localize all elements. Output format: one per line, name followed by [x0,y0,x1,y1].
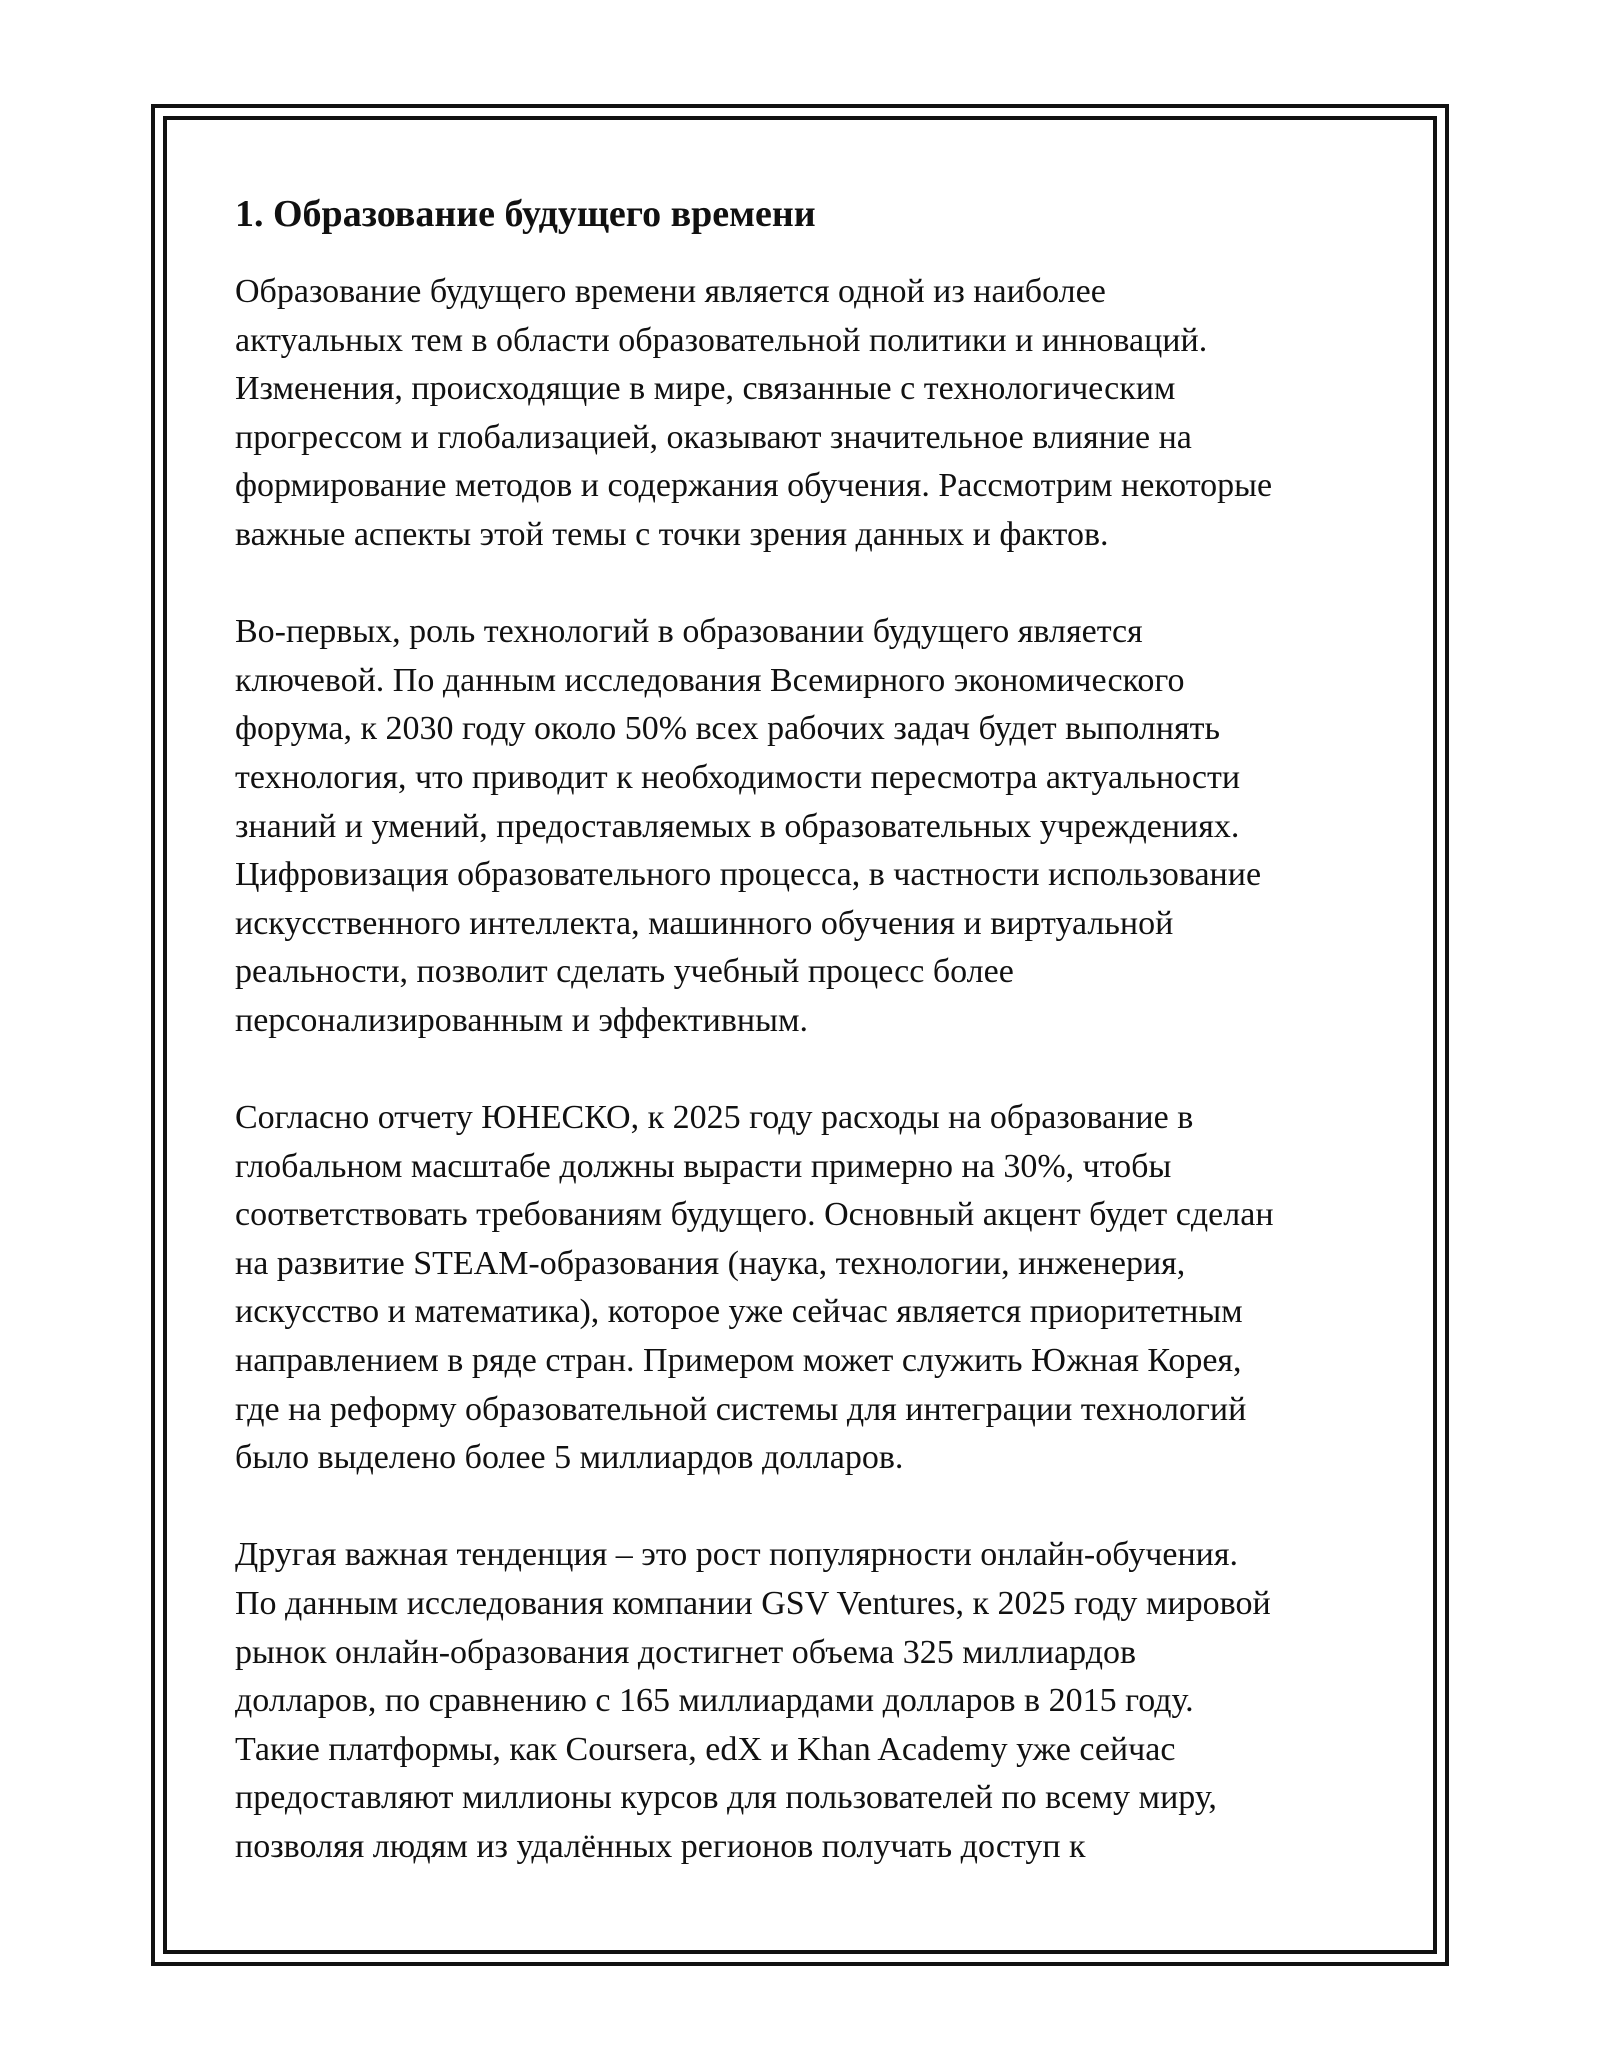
text-line: Образование будущего времени является одной из наиболее [235,273,1106,310]
text-line: важные аспекты этой темы с точки зрения данных и фактов. [235,515,1109,553]
text-line: Цифровизация образовательного процесса, в частности использование [235,856,1262,894]
section-heading: 1. Образование будущего времени [235,193,816,235]
text-line: на развитие STEAM-образования (наука, технологии, инженерия, [235,1244,1186,1282]
text-line: реальности, позволит сделать учебный процесс более [235,953,1014,991]
text-line: персонализированным и эффективным. [235,1001,808,1039]
text-line: долларов, по сравнению с 165 миллиардами долларов в 2015 году. [235,1682,1194,1720]
document-body [235,186,1395,1920]
text-line: Изменения, происходящие в мире, связанные с технологическим [235,370,1176,408]
text-line: рынок онлайн-образования достигнет объема 325 миллиардов [235,1633,1137,1671]
text-line: Согласно отчету ЮНЕСКО, к 2025 году расходы на образование в [235,1099,1194,1137]
text-line: технология, что приводит к необходимости пересмотра актуальности [235,758,1241,796]
text-line: глобальном масштабе должны вырасти примерно на 30%, чтобы [235,1147,1172,1185]
text-line: позволяя людям из удалённых регионов получать доступ к [235,1828,1086,1865]
text-line: предоставляют миллионы курсов для пользователей по всему миру, [235,1779,1217,1817]
text-line: актуальных тем в области образовательной политики и инноваций. [235,321,1208,359]
text-line: направлением в ряде стран. Примером может служить Южная Корея, [235,1342,1242,1380]
text-line: форума, к 2030 году около 50% всех рабочих задач будет выполнять [235,710,1220,748]
text-line: формирование методов и содержания обучения. Рассмотрим некоторые [235,467,1273,505]
paragraph-4 [235,1531,1395,1871]
text-line: ключевой. По данным исследования Всемирного экономического [235,661,1185,699]
text-line: где на реформу образовательной системы для интеграции технологий [235,1390,1247,1428]
text-line: По данным исследования компании GSV Ventures, к 2025 году мировой [235,1585,1271,1623]
paragraph-2 [235,608,1395,1045]
text-line: знаний и умений, предоставляемых в образовательных учреждениях. [235,807,1240,845]
text-line: Во-первых, роль технологий в образовании будущего является [235,613,1143,651]
text-line: прогрессом и глобализацией, оказывают значительное влияние на [235,418,1192,456]
paragraph-1 [235,268,1395,560]
text-line: было выделено более 5 миллиардов долларов. [235,1439,904,1477]
text-line: искусство и математика), которое уже сейчас является приоритетным [235,1293,1243,1331]
text-line: соответствовать требованиям будущего. Основный акцент будет сделан [235,1196,1274,1234]
text-line: Другая важная тенденция – это рост популярности онлайн-обучения. [235,1536,1238,1574]
paragraph-3 [235,1094,1395,1483]
text-line: искусственного интеллекта, машинного обучения и виртуальной [235,904,1174,942]
text-line: Такие платформы, как Coursera, edX и Khan Academy уже сейчас [235,1730,1176,1768]
